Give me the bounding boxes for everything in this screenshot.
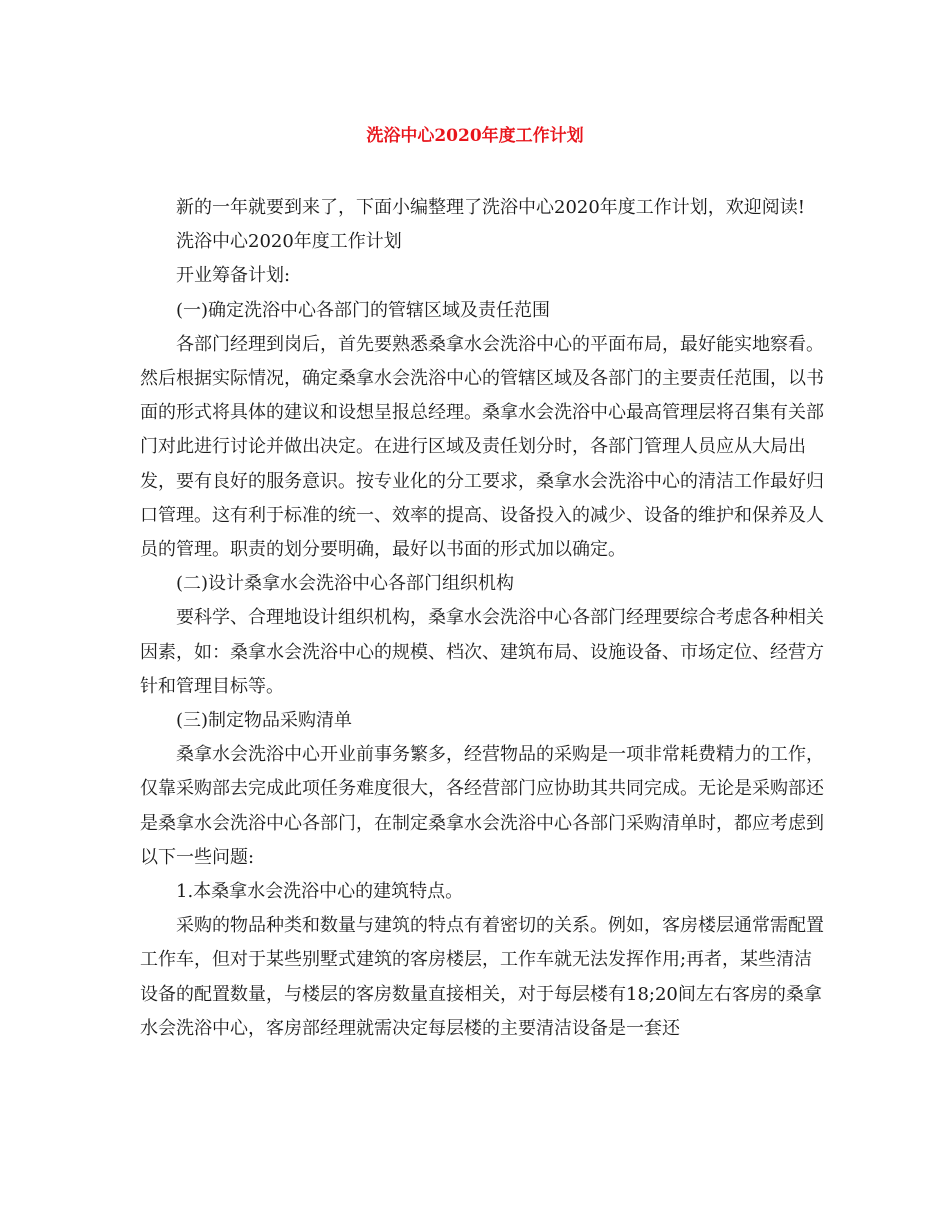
section-heading-3: (三)制定物品采购清单 (176, 710, 353, 732)
list-item-1: 1.本桑拿水会洗浴中心的建筑特点。 (176, 881, 464, 903)
document-title: 洗浴中心2020年度工作计划 (366, 126, 584, 146)
section-heading-2: (二)设计桑拿水会洗浴中心各部门组织机构 (176, 573, 515, 595)
document-body (140, 191, 824, 1046)
paragraph-opening-plan: 开业筹备计划: (176, 265, 291, 287)
paragraph-intro: 新的一年就要到来了，下面小编整理了洗浴中心2020年度工作计划，欢迎阅读! (176, 197, 806, 218)
paragraph: 桑拿水会洗浴中心开业前事务繁多，经营物品的采购是一项非常耗费精力的工作，仅靠采购部去完成此项任务难度很大，各经营部门应协助其共同完成。无论是采购部还是桑拿水会洗浴中心各部门，在制定桑拿水会洗浴中心各部门采购清单时，都应考虑到以下一些问题: (140, 744, 824, 868)
paragraph: 采购的物品种类和数量与建筑的特点有着密切的关系。例如，客房楼层通常需配置工作车，但对于某些别墅式建筑的客房楼层，工作车就无法发挥作用;再者，某些清洁设备的配置数量，与楼层的客房数量直接相关，对于每层楼有18;20间左右客房的桑拿水会洗浴中心，客房部经理就需决定每层楼的主要清洁设备是一套还 (140, 915, 824, 1039)
paragraph: 要科学、合理地设计组织机构，桑拿水会洗浴中心各部门经理要综合考虑各种相关因素，如：桑拿水会洗浴中心的规模、档次、建筑布局、设施设备、市场定位、经营方针和管理目标等。 (140, 607, 824, 697)
paragraph-plan-title: 洗浴中心2020年度工作计划 (176, 231, 402, 253)
paragraph: 各部门经理到岗后，首先要熟悉桑拿水会洗浴中心的平面布局，最好能实地察看。然后根据实际情况，确定桑拿水会洗浴中心的管辖区域及各部门的主要责任范围，以书面的形式将具体的建议和设想呈报总经理。桑拿水会洗浴中心最高管理层将召集有关部门对此进行讨论并做出决定。在进行区域及责任划分时，各部门管理人员应从大局出发，要有良好的服务意识。按专业化的分工要求，桑拿水会洗浴中心的清洁工作最好归口管理。这有利于标准的统一、效率的提高、设备投入的减少、设备的维护和保养及人员的管理。职责的划分要明确，最好以书面的形式加以确定。 (140, 333, 824, 561)
section-heading-1: (一)确定洗浴中心各部门的管辖区域及责任范围 (176, 299, 551, 321)
